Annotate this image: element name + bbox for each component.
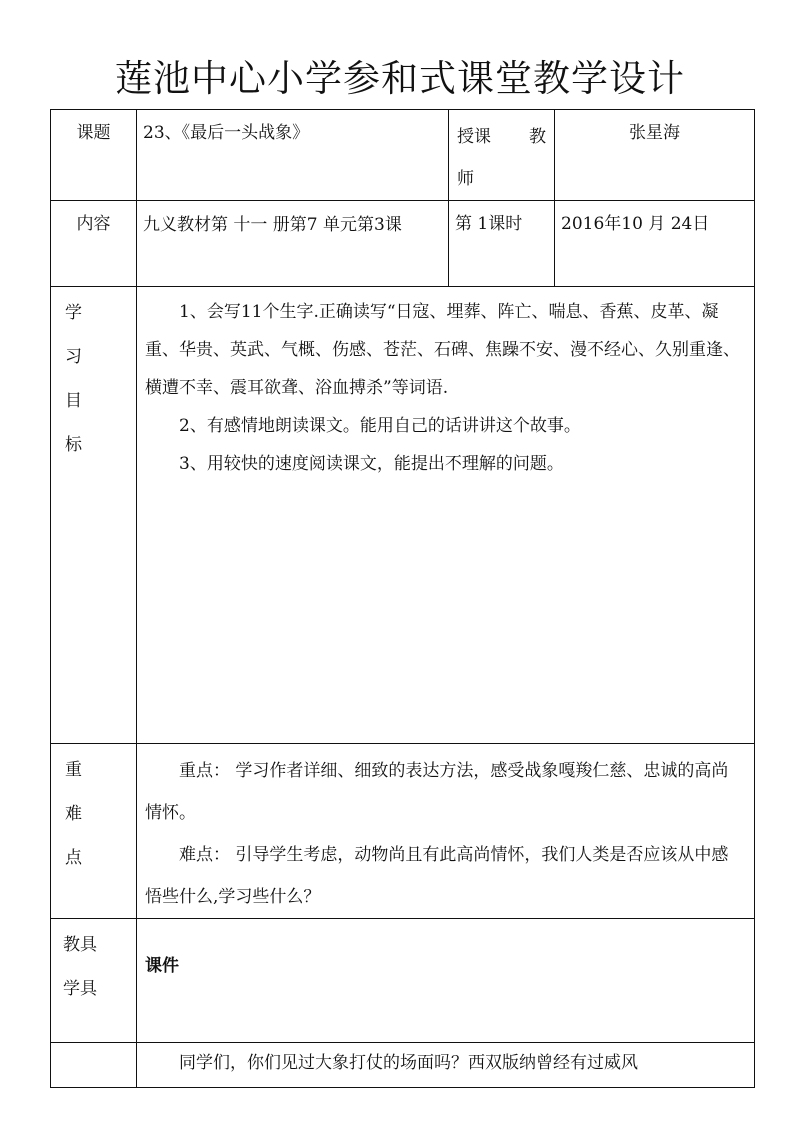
focus-label: [51, 744, 137, 919]
topic-row: [51, 110, 755, 201]
intro-content: [137, 1043, 755, 1088]
tools-label-line: 教具: [63, 935, 97, 955]
teacher-label-part3: 师: [457, 169, 474, 189]
focus-content: [137, 744, 755, 919]
tools-value: 课件: [137, 919, 755, 1043]
goals-label-char: 学: [65, 303, 82, 323]
goal-item: 2、有感情地朗读课文。能用自己的话讲讲这个故事。: [179, 416, 581, 436]
intro-text: 同学们，你们见过大象打仗的场面吗？西双版纳曾经有过威风: [179, 1053, 638, 1073]
focus-label-char: 重: [65, 760, 82, 780]
difficult-point: 难点： 引导学生考虑，动物尚且有此高尚情怀，我们人类是否应该从中感悟些什么,学习些什么？: [145, 845, 729, 907]
content-row: [51, 201, 755, 287]
goals-label-char: 习: [65, 347, 82, 367]
intro-row: [51, 1043, 755, 1088]
teacher-label-part1: 授课: [457, 127, 491, 147]
document-title: 莲池中心小学参和式课堂教学设计: [115, 57, 685, 100]
focus-label-char: 点: [65, 848, 82, 868]
tools-label: [51, 919, 137, 1043]
teacher-value: 张星海: [555, 110, 755, 201]
lesson-date: 2016年10 月 24日: [555, 201, 755, 287]
lesson-plan-table: [50, 109, 755, 1088]
goal-item: 3、用较快的速度阅读课文，能提出不理解的问题。: [179, 454, 564, 474]
goals-row: [51, 287, 755, 744]
content-value: 九义教材第 十一 册第7 单元第3课: [137, 201, 449, 287]
intro-label-empty: [51, 1043, 137, 1088]
topic-value: 23、《最后一头战象》: [137, 110, 449, 201]
lesson-period: 第 1课时: [449, 201, 555, 287]
teacher-label: [449, 110, 555, 201]
focus-row: [51, 744, 755, 919]
tools-label-line: 学具: [63, 979, 97, 999]
tools-row: [51, 919, 755, 1043]
teacher-label-part2: 教: [529, 127, 546, 147]
goals-content: [137, 287, 755, 744]
goals-label-char: 标: [65, 435, 82, 455]
content-label: 内容: [51, 201, 137, 287]
key-point: 重点： 学习作者详细、细致的表达方法，感受战象嘎羧仁慈、忠诚的高尚情怀。: [145, 761, 729, 823]
topic-label: 课题: [51, 110, 137, 201]
goals-label-char: 目: [65, 391, 82, 411]
goals-label: [51, 287, 137, 744]
goal-item: 1、会写11个生字.正确读写“日寇、埋葬、阵亡、喘息、香蕉、皮革、凝重、华贵、英武、气概、伤感、苍茫、石碑、焦躁不安、漫不经心、久别重逢、横遭不幸、震耳欲聋、浴血搏杀”等词语.: [145, 302, 740, 398]
focus-label-char: 难: [65, 804, 82, 824]
